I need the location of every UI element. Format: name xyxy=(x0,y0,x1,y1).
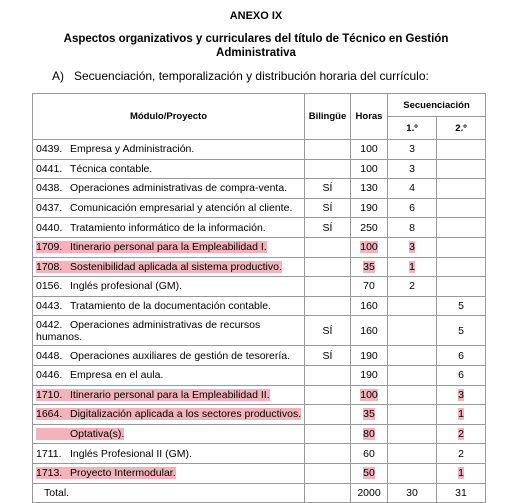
first-year-value: 3 xyxy=(409,241,415,254)
module-cell xyxy=(33,424,305,444)
second-year-value: 1 xyxy=(458,408,464,421)
module-code: 0156. xyxy=(36,280,63,293)
hours-cell xyxy=(351,257,388,277)
bilingual-cell: SÍ xyxy=(305,179,351,199)
module-name: Inglés Profesional II (GM). xyxy=(70,447,192,460)
module-name: Digitalización aplicada a los sectores productivos. xyxy=(70,408,302,421)
module-cell xyxy=(33,257,305,277)
table-row xyxy=(33,463,486,483)
second-year-value: 6 xyxy=(458,369,464,382)
header-hours: Horas xyxy=(351,94,388,140)
second-year-cell xyxy=(437,179,486,199)
header-module: Módulo/Proyecto xyxy=(33,94,305,140)
first-year-cell xyxy=(388,365,437,385)
annex-title: ANEXO IX xyxy=(229,10,283,22)
bilingual-cell xyxy=(305,405,351,425)
total-first-year: 30 xyxy=(388,483,437,503)
hours-value: 100 xyxy=(360,388,378,401)
hours-value: 80 xyxy=(363,428,375,441)
module-code: 1713. xyxy=(36,467,63,480)
first-year-value: 6 xyxy=(409,202,415,215)
hours-value: 190 xyxy=(360,349,378,362)
hours-value: 100 xyxy=(360,143,378,156)
hours-cell xyxy=(351,218,388,238)
first-year-cell xyxy=(388,316,437,346)
bilingual-cell xyxy=(305,365,351,385)
first-year-value: 1 xyxy=(409,260,415,273)
second-year-cell xyxy=(437,365,486,385)
hours-cell xyxy=(351,346,388,366)
module-text xyxy=(36,163,152,175)
bilingual-cell xyxy=(305,463,351,483)
module-code: 0448. xyxy=(36,349,63,362)
first-year-cell xyxy=(388,198,437,218)
module-code: 0437. xyxy=(36,202,63,215)
module-cell xyxy=(33,405,305,425)
first-year-cell xyxy=(388,346,437,366)
module-code: 0440. xyxy=(36,221,63,234)
module-text xyxy=(36,143,194,155)
hours-value: 50 xyxy=(363,467,375,480)
module-cell xyxy=(33,296,305,316)
module-code: 0438. xyxy=(36,182,63,195)
second-year-cell xyxy=(437,296,486,316)
first-year-cell xyxy=(388,277,437,297)
module-name: Operaciones administrativas de recursos humanos. xyxy=(36,318,261,343)
bilingual-cell: SÍ xyxy=(305,346,351,366)
second-year-cell xyxy=(437,424,486,444)
second-year-cell xyxy=(437,159,486,179)
hours-cell xyxy=(351,179,388,199)
module-name: Técnica contable. xyxy=(70,162,153,175)
section-letter: A) xyxy=(52,69,64,83)
table-row xyxy=(33,296,486,316)
module-name: Optativa(s). xyxy=(70,428,125,441)
module-name: Operaciones auxiliares de gestión de tesorería. xyxy=(70,349,291,362)
module-code: 1708. xyxy=(36,260,63,273)
first-year-value: 3 xyxy=(409,162,415,175)
table-row xyxy=(33,405,486,425)
module-cell xyxy=(33,365,305,385)
first-year-cell xyxy=(388,237,437,257)
second-year-cell xyxy=(437,463,486,483)
module-code: 0442. xyxy=(36,318,63,331)
second-year-cell xyxy=(437,218,486,238)
first-year-cell xyxy=(388,385,437,405)
second-year-cell xyxy=(437,237,486,257)
hours-cell xyxy=(351,463,388,483)
hours-value: 60 xyxy=(363,447,375,460)
bilingual-cell xyxy=(305,424,351,444)
module-name: Itinerario personal para la Empleabilidad II. xyxy=(70,388,270,401)
first-year-cell xyxy=(388,140,437,160)
module-text xyxy=(36,350,290,362)
table-row xyxy=(33,140,486,160)
module-name: Operaciones administrativas de compra-venta. xyxy=(70,182,288,195)
hours-value: 70 xyxy=(363,280,375,293)
hours-cell xyxy=(351,237,388,257)
module-cell xyxy=(33,346,305,366)
module-cell xyxy=(33,218,305,238)
hours-value: 160 xyxy=(360,300,378,313)
hours-value: 250 xyxy=(360,221,378,234)
second-year-cell xyxy=(437,140,486,160)
first-year-cell xyxy=(388,463,437,483)
first-year-value: 2 xyxy=(409,280,415,293)
hours-cell xyxy=(351,198,388,218)
bilingual-cell xyxy=(305,257,351,277)
total-label: Total. xyxy=(33,483,305,503)
hours-cell xyxy=(351,444,388,464)
second-year-value: 3 xyxy=(458,388,464,401)
bilingual-cell: SÍ xyxy=(305,218,351,238)
second-year-value: 1 xyxy=(458,467,464,480)
module-cell xyxy=(33,316,305,346)
first-year-cell xyxy=(388,218,437,238)
bilingual-cell xyxy=(305,385,351,405)
hours-cell xyxy=(351,140,388,160)
module-text xyxy=(36,280,182,292)
module-text xyxy=(36,182,287,194)
module-code: 1664. xyxy=(36,408,63,421)
first-year-cell xyxy=(388,444,437,464)
first-year-value: 4 xyxy=(409,182,415,195)
module-name: Empresa y Administración. xyxy=(70,143,195,156)
module-cell xyxy=(33,385,305,405)
header-second-year: 2.º xyxy=(437,117,486,140)
module-code: 0439. xyxy=(36,143,63,156)
bilingual-cell xyxy=(305,140,351,160)
bilingual-cell: SÍ xyxy=(305,198,351,218)
table-row xyxy=(33,257,486,277)
second-year-cell xyxy=(437,444,486,464)
total-second-year: 31 xyxy=(437,483,486,503)
module-text xyxy=(36,369,163,381)
hours-cell xyxy=(351,316,388,346)
module-cell xyxy=(33,179,305,199)
document-heading: Aspectos organizativos y curriculares del título de Técnico en Gestión Administrativa xyxy=(63,33,449,59)
hours-value: 100 xyxy=(360,241,378,254)
second-year-cell xyxy=(437,346,486,366)
table-row xyxy=(33,316,486,346)
bilingual-cell: SÍ xyxy=(305,316,351,346)
first-year-cell xyxy=(388,257,437,277)
header-bilingual: Bilingüe xyxy=(305,94,351,140)
module-text xyxy=(36,448,192,460)
bilingual-cell xyxy=(305,159,351,179)
second-year-cell xyxy=(437,405,486,425)
bilingual-cell xyxy=(305,444,351,464)
second-year-cell xyxy=(437,277,486,297)
module-code: 0441. xyxy=(36,162,63,175)
module-text xyxy=(36,241,267,253)
hours-cell xyxy=(351,424,388,444)
hours-value: 190 xyxy=(360,369,378,382)
hours-cell xyxy=(351,296,388,316)
module-cell xyxy=(33,463,305,483)
second-year-cell xyxy=(437,316,486,346)
module-name: Inglés profesional (GM). xyxy=(70,280,183,293)
bilingual-cell xyxy=(305,277,351,297)
module-cell xyxy=(33,237,305,257)
module-text xyxy=(36,467,176,479)
module-text xyxy=(36,261,282,273)
second-year-value: 2 xyxy=(458,447,464,460)
module-name: Empresa en el aula. xyxy=(70,369,164,382)
table-row xyxy=(33,365,486,385)
second-year-cell xyxy=(437,257,486,277)
table-row xyxy=(33,424,486,444)
module-text xyxy=(36,389,270,401)
second-year-value: 5 xyxy=(458,300,464,313)
second-year-value: 6 xyxy=(458,349,464,362)
module-cell xyxy=(33,140,305,160)
first-year-value: 8 xyxy=(409,221,415,234)
module-cell xyxy=(33,444,305,464)
second-year-value: 2 xyxy=(458,428,464,441)
total-hours: 2000 xyxy=(351,483,388,503)
module-text xyxy=(36,300,271,312)
module-text xyxy=(36,319,260,343)
module-name: Comunicación empresarial y atención al cliente. xyxy=(70,202,293,215)
module-code: 0446. xyxy=(36,369,63,382)
hours-value: 130 xyxy=(360,182,378,195)
module-name: Tratamiento informático de la información. xyxy=(70,221,266,234)
table-row xyxy=(33,237,486,257)
hours-cell xyxy=(351,405,388,425)
first-year-cell xyxy=(388,179,437,199)
module-text xyxy=(36,202,292,214)
module-code: 0443. xyxy=(36,300,63,313)
header-first-year: 1.º xyxy=(388,117,437,140)
module-code: 1710. xyxy=(36,388,63,401)
module-cell xyxy=(33,198,305,218)
section-heading xyxy=(52,69,429,83)
module-name: Tratamiento de la documentación contable. xyxy=(70,300,271,313)
module-name: Proyecto Intermodular. xyxy=(70,467,176,480)
table-row xyxy=(33,198,486,218)
module-text xyxy=(36,428,124,440)
hours-cell xyxy=(351,159,388,179)
hours-value: 35 xyxy=(363,408,375,421)
curriculum-table xyxy=(32,93,486,503)
module-name: Itinerario personal para la Empleabilidad I. xyxy=(70,241,267,254)
hours-cell xyxy=(351,277,388,297)
module-text xyxy=(36,408,301,420)
table-row xyxy=(33,218,486,238)
module-code: 1709. xyxy=(36,241,63,254)
hours-value: 100 xyxy=(360,162,378,175)
module-code: 1711. xyxy=(36,447,62,460)
module-text xyxy=(36,222,266,234)
first-year-cell xyxy=(388,424,437,444)
first-year-cell xyxy=(388,296,437,316)
table-row xyxy=(33,159,486,179)
second-year-value: 5 xyxy=(458,324,464,337)
table-row xyxy=(33,277,486,297)
table-row xyxy=(33,385,486,405)
table-row xyxy=(33,444,486,464)
section-title: Secuenciación, temporalización y distribución horaria del currículo: xyxy=(74,69,429,83)
first-year-cell xyxy=(388,159,437,179)
hours-cell xyxy=(351,385,388,405)
module-cell xyxy=(33,159,305,179)
first-year-value: 3 xyxy=(409,143,415,156)
bilingual-cell xyxy=(305,237,351,257)
second-year-cell xyxy=(437,198,486,218)
hours-cell xyxy=(351,365,388,385)
hours-value: 35 xyxy=(363,260,375,273)
table-row xyxy=(33,179,486,199)
second-year-cell xyxy=(437,385,486,405)
first-year-cell xyxy=(388,405,437,425)
module-cell xyxy=(33,277,305,297)
hours-value: 160 xyxy=(360,324,378,337)
header-sequence: Secuenciación xyxy=(388,94,486,117)
bilingual-cell xyxy=(305,296,351,316)
table-body xyxy=(33,140,486,503)
hours-value: 190 xyxy=(360,202,378,215)
module-name: Sostenibilidad aplicada al sistema productivo. xyxy=(70,260,282,273)
table-row xyxy=(33,346,486,366)
